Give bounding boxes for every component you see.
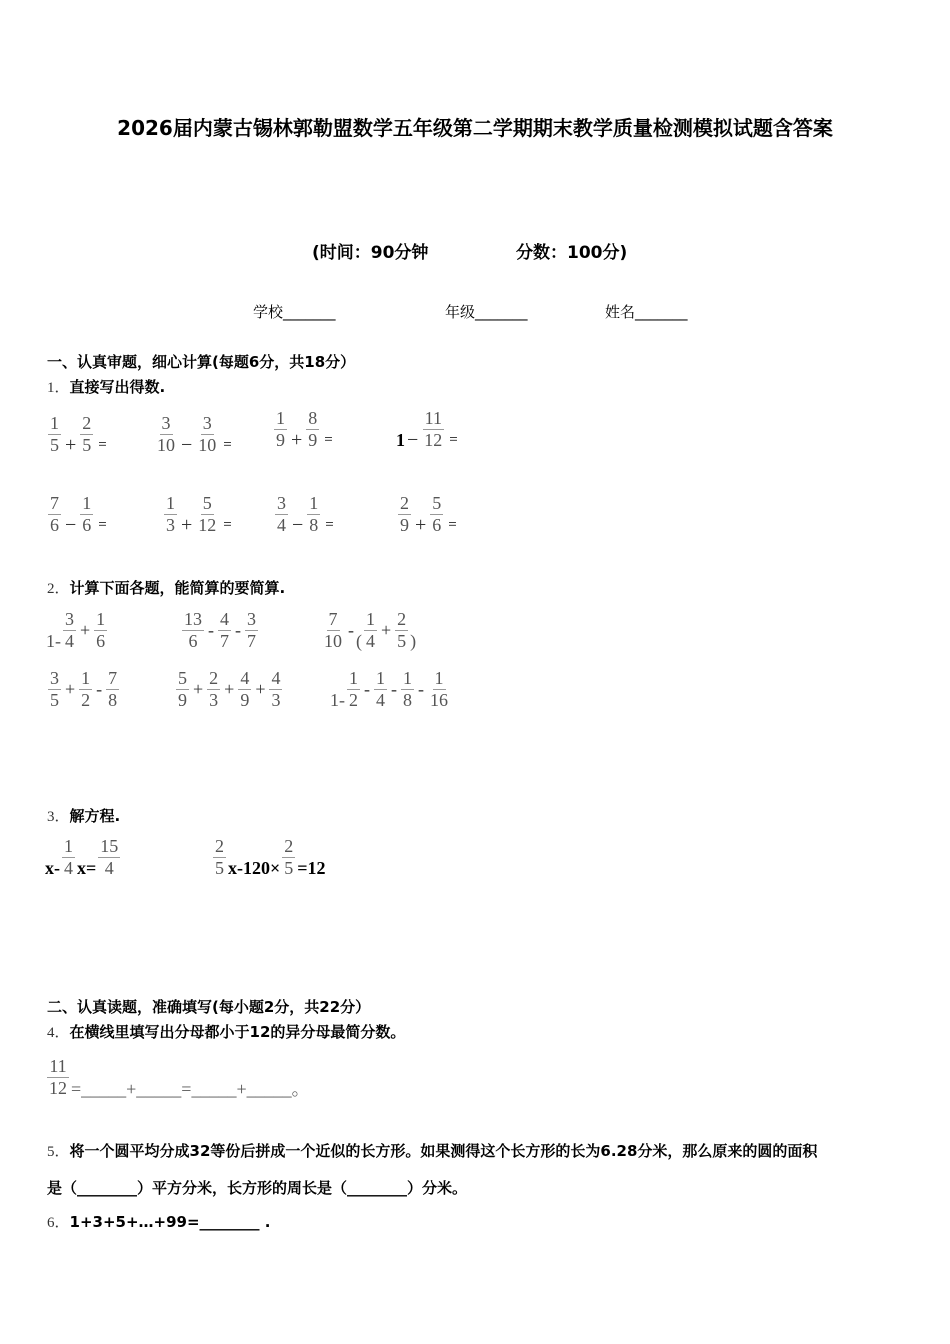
expression-text: 1-	[330, 690, 345, 710]
fraction	[79, 668, 92, 710]
expression-text: 1	[396, 430, 405, 450]
denominator: 2	[349, 690, 358, 710]
denominator: 5	[50, 689, 59, 710]
question-number: 6．	[47, 1215, 70, 1231]
exam-score: 分数：100分)	[516, 243, 628, 263]
denominator: 6	[188, 630, 198, 651]
equation	[211, 836, 326, 879]
denominator: 3	[166, 515, 175, 535]
fraction	[98, 836, 120, 878]
equals-sign: =	[223, 517, 232, 533]
equals-sign: =	[449, 432, 458, 448]
numerator: 1	[403, 668, 412, 689]
operator: +	[181, 514, 193, 536]
expression-text: x-120×	[228, 858, 281, 878]
fraction	[80, 493, 93, 535]
operator: −	[65, 514, 77, 536]
denominator: 8	[403, 690, 412, 710]
question-text: 将一个圆平均分成32等份后拼成一个近似的长方形。如果测得这个长方形的长为6.28分米，那么原来的圆的面积	[69, 1142, 818, 1160]
operator: -	[348, 620, 354, 640]
denominator: 10	[157, 435, 175, 455]
fill-in-expression	[45, 1053, 310, 1101]
fraction	[218, 609, 231, 651]
fraction	[395, 609, 408, 651]
denominator: 3	[271, 689, 281, 710]
denominator: 9	[400, 515, 409, 535]
fraction	[275, 493, 288, 535]
fraction	[322, 609, 344, 651]
numerator: 3	[247, 609, 256, 629]
denominator: 7	[220, 630, 229, 651]
fraction	[306, 408, 319, 450]
denominator: 9	[276, 430, 285, 450]
question-number: 5．	[47, 1144, 70, 1160]
expression-text: x-	[45, 858, 60, 878]
numerator: 3	[65, 609, 74, 630]
numerator: 7	[108, 668, 118, 688]
section-2-heading: 二、认真读题，准确填写(每小题2分，共22分）	[47, 998, 371, 1016]
denominator: 2	[81, 689, 91, 710]
fraction	[347, 668, 360, 710]
numerator: 7	[50, 493, 59, 514]
fraction	[155, 413, 177, 455]
expression	[330, 668, 452, 711]
expression	[180, 609, 260, 651]
denominator: 10	[198, 435, 217, 455]
denominator: 3	[209, 689, 219, 710]
question-5-line-2: 是（________）平方分米，长方形的周长是（________）分米。	[47, 1179, 468, 1197]
equation	[45, 836, 122, 879]
denominator: 6	[50, 515, 59, 535]
expression	[46, 609, 109, 652]
denominator: 10	[324, 631, 342, 651]
numerator: 1	[82, 493, 92, 514]
numerator: 1	[166, 493, 175, 514]
numerator: 1	[366, 609, 375, 630]
numerator: 15	[100, 836, 119, 857]
denominator: 6	[82, 515, 92, 535]
equals-sign: =	[324, 432, 333, 448]
numerator: 1	[50, 413, 59, 434]
numerator: 4	[240, 668, 250, 688]
fraction	[80, 413, 93, 455]
operator: −	[292, 514, 304, 536]
operator: +	[193, 678, 204, 699]
question-number: 1．	[47, 380, 70, 396]
numerator: 7	[328, 609, 338, 630]
question-text: 直接写出得数.	[69, 378, 166, 396]
expression	[320, 609, 416, 652]
operator: +	[381, 620, 392, 640]
denominator: 5	[82, 435, 92, 455]
numerator: 2	[284, 836, 294, 857]
operator: −	[407, 429, 419, 451]
operator: +	[255, 678, 266, 699]
expression-text: 1-	[46, 631, 61, 651]
denominator: 8	[108, 689, 118, 710]
expression	[272, 407, 333, 452]
question-number: 2．	[47, 581, 70, 597]
grade-field: 年级_______	[445, 303, 528, 321]
numerator: 11	[424, 408, 442, 429]
expression	[273, 492, 334, 537]
operator: -	[364, 679, 370, 699]
fraction	[63, 609, 76, 651]
fraction	[238, 668, 251, 710]
numerator: 1	[81, 668, 91, 688]
expression-text: =12	[297, 858, 326, 878]
question-text: 计算下面各题，能简算的要简算.	[69, 579, 286, 597]
numerator: 8	[308, 408, 318, 429]
fraction	[245, 609, 258, 651]
denominator: 4	[65, 631, 74, 651]
numerator: 4	[271, 668, 281, 688]
numerator: 1	[376, 668, 385, 689]
question-6	[47, 1211, 270, 1232]
numerator: 2	[397, 609, 407, 630]
denominator: 4	[366, 631, 375, 651]
expression	[46, 668, 121, 710]
denominator: 9	[240, 689, 250, 710]
denominator: 5	[284, 858, 294, 878]
fraction	[398, 493, 411, 535]
equals-sign: =	[98, 437, 107, 453]
expression	[153, 412, 232, 457]
question-5	[47, 1140, 817, 1161]
question-3	[47, 805, 120, 826]
fraction	[401, 668, 414, 710]
fraction	[207, 668, 220, 710]
numerator: 4	[220, 609, 229, 629]
operator: -	[235, 619, 241, 640]
denominator: 12	[49, 1077, 67, 1098]
operator: +	[80, 620, 91, 640]
denominator: 5	[50, 435, 59, 455]
fraction	[213, 836, 226, 878]
question-2	[47, 577, 285, 598]
numerator: 5	[202, 493, 212, 514]
question-number: 4．	[47, 1025, 70, 1041]
equals-sign: =	[98, 517, 107, 533]
school-field: 学校_______	[253, 303, 336, 321]
numerator: 3	[50, 668, 59, 688]
denominator: 6	[96, 631, 106, 651]
numerator: 1	[349, 668, 358, 689]
fraction	[176, 668, 189, 710]
denominator: 12	[424, 430, 443, 450]
numerator: 1	[276, 408, 285, 429]
denominator: 6	[432, 515, 442, 535]
numerator: 3	[277, 493, 286, 514]
denominator: 16	[430, 690, 448, 710]
operator: −	[181, 434, 193, 456]
numerator: 2	[209, 668, 219, 688]
question-number: 3．	[47, 809, 70, 825]
operator: -	[418, 679, 424, 699]
numerator: 2	[82, 413, 92, 434]
equals-sign: =	[448, 517, 457, 533]
operator: -	[391, 679, 397, 699]
operator: +	[65, 678, 76, 699]
denominator: 4	[104, 858, 114, 878]
expression	[396, 492, 457, 537]
numerator: 1	[96, 609, 106, 630]
numerator: 3	[161, 413, 171, 434]
fraction	[269, 668, 282, 710]
question-text: 1+3+5+…+99=________ .	[69, 1213, 271, 1231]
numerator: 13	[184, 609, 202, 629]
denominator: 12	[198, 515, 217, 535]
denominator: 4	[277, 515, 286, 535]
expression	[46, 412, 107, 457]
numerator: 2	[400, 493, 409, 514]
operator: +	[415, 514, 427, 536]
fraction	[48, 668, 61, 710]
fraction	[196, 493, 218, 535]
fraction	[364, 609, 377, 651]
operator: -	[208, 619, 214, 640]
question-1	[47, 376, 165, 397]
numerator: 1	[434, 668, 444, 689]
question-text: 解方程.	[69, 807, 121, 825]
exam-time: (时间：90分钟	[312, 243, 429, 263]
equals-sign: =	[325, 517, 334, 533]
section-1-heading: 一、认真审题，细心计算(每题6分，共18分）	[47, 353, 356, 371]
operator: +	[65, 434, 77, 456]
name-field: 姓名_______	[605, 303, 688, 321]
denominator: 4	[376, 690, 385, 710]
operator: -	[96, 678, 103, 699]
denominator: 8	[309, 515, 319, 535]
numerator: 2	[215, 836, 224, 857]
page-title: 2026届内蒙古锡林郭勒盟数学五年级第二学期期末教学质量检测模拟试题含答案	[117, 116, 833, 140]
fraction	[182, 609, 204, 651]
numerator: 1	[309, 493, 319, 514]
expression-text: )	[410, 631, 417, 651]
question-4	[47, 1021, 405, 1042]
numerator: 3	[202, 413, 212, 434]
denominator: 9	[178, 689, 187, 710]
denominator: 5	[215, 858, 224, 878]
question-text: 在横线里填写出分母都小于12的异分母最简分数。	[69, 1023, 406, 1041]
fraction	[94, 609, 107, 651]
expression-text: =_____+_____=_____+_____。	[71, 1079, 310, 1099]
expression	[46, 492, 107, 537]
numerator: 5	[432, 493, 442, 514]
fraction	[282, 836, 295, 878]
expression	[396, 407, 458, 452]
operator: +	[224, 678, 235, 699]
fraction	[307, 493, 320, 535]
fraction	[422, 408, 444, 450]
numerator: 1	[64, 836, 73, 857]
expression	[174, 668, 284, 710]
expression-text: (	[356, 631, 362, 651]
denominator: 9	[308, 430, 318, 450]
fraction	[47, 1056, 69, 1098]
expression	[162, 492, 232, 537]
operator: +	[291, 429, 303, 451]
fraction	[374, 668, 387, 710]
numerator: 11	[49, 1055, 67, 1076]
equals-sign: =	[223, 437, 232, 453]
denominator: 7	[247, 630, 256, 651]
fraction	[48, 493, 61, 535]
numerator: 5	[178, 668, 187, 688]
fraction	[274, 408, 287, 450]
fraction	[62, 836, 75, 878]
denominator: 5	[397, 631, 407, 651]
fraction	[196, 413, 218, 455]
fraction	[106, 668, 119, 710]
expression-text: x=	[77, 858, 97, 878]
denominator: 4	[64, 858, 73, 878]
fraction	[428, 668, 450, 710]
fraction	[48, 413, 61, 455]
fraction	[430, 493, 443, 535]
fraction	[164, 493, 177, 535]
